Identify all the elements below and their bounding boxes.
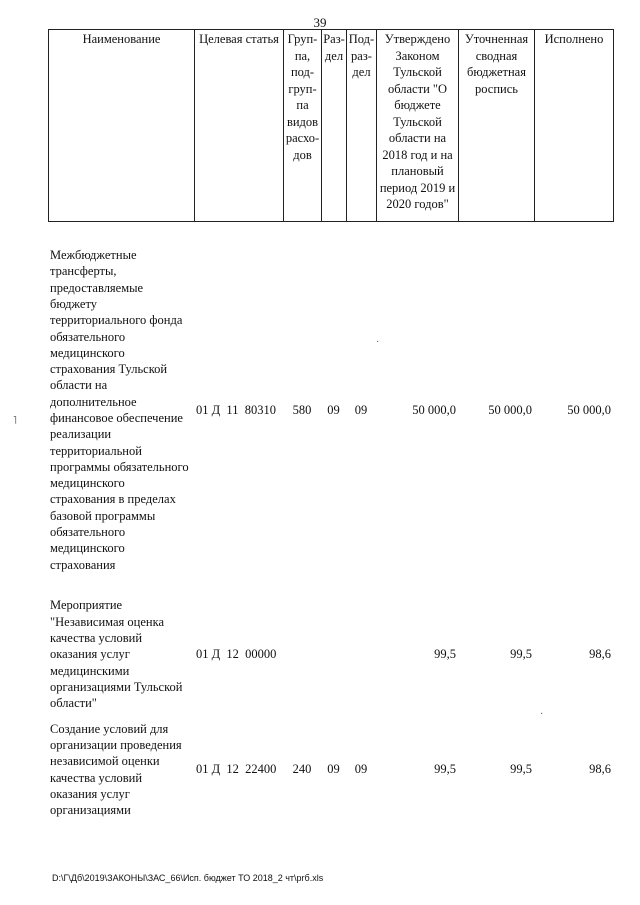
table-row xyxy=(48,597,613,712)
col-header-naimenovanie: Наименование xyxy=(49,30,195,222)
col-header-celevaya: Целевая статья xyxy=(195,30,284,222)
row-vid: 240 xyxy=(292,762,312,777)
table-header xyxy=(48,29,614,222)
row-podrazdel: 09 xyxy=(354,402,368,417)
row-utochnennaya: 99,5 xyxy=(510,647,532,662)
table-row xyxy=(48,720,613,819)
row-name: Создание условий для организации проведения независимой оценки качества условий оказания услуг организациями xyxy=(50,721,182,818)
col-header-utverzhdeno: Утверждено Законом Тульской области "О бюджете Тульской области на 2018 год и на плановый период 2019 и 2020 годов" xyxy=(377,30,459,222)
scan-mark: · xyxy=(376,337,380,348)
col-header-podrazdel: Под-раз-дел xyxy=(347,30,377,222)
page-number: 39 xyxy=(313,15,327,30)
row-razdel xyxy=(321,597,346,712)
footer-file-path: D:\Г\Дб\2019\ЗАКОНЫ\ЗАС_66\Исп. бюджет ТО 2018_2 чт\prб.xls xyxy=(52,873,324,883)
row-ispolneno: 98,6 xyxy=(589,762,611,777)
row-utverzhdeno: 99,5 xyxy=(434,762,456,777)
row-vid: 580 xyxy=(292,402,312,417)
row-name: Мероприятие "Независимая оценка качества условий оказания услуг медицинскими организациями Тульской области" xyxy=(50,598,183,711)
row-utverzhdeno: 50 000,0 xyxy=(412,402,456,417)
scan-mark: ˥ xyxy=(13,416,17,427)
scan-mark: · xyxy=(540,709,544,720)
row-code: 01 Д 12 22400 xyxy=(196,762,277,777)
row-utverzhdeno: 99,5 xyxy=(434,647,456,662)
row-utochnennaya: 99,5 xyxy=(510,762,532,777)
row-code: 01 Д 12 00000 xyxy=(196,647,277,662)
row-ispolneno: 98,6 xyxy=(589,647,611,662)
row-vid xyxy=(283,597,321,712)
col-header-ispolneno: Исполнено xyxy=(535,30,614,222)
row-podrazdel: 09 xyxy=(354,762,368,777)
row-ispolneno: 50 000,0 xyxy=(567,402,611,417)
col-header-gruppa: Груп-па, под-груп-па видов расхо-дов xyxy=(284,30,322,222)
col-header-utochnennaya: Уточненная сводная бюджетная роспись xyxy=(459,30,535,222)
row-podrazdel xyxy=(346,597,376,712)
row-code: 01 Д 11 80310 xyxy=(196,402,276,417)
table-row xyxy=(48,240,613,580)
row-razdel: 09 xyxy=(327,762,340,777)
col-header-razdel: Раз-дел xyxy=(322,30,347,222)
row-name: Межбюджетные трансферты, предоставляемые бюджету территориального фонда обязательного медицинского страхования Тульской области на дополнительное финансовое обеспечение реализации территориальной программы обязательного медицинского страхования в пределах базовой программы обязательного медицинского страхования xyxy=(50,248,189,572)
row-utochnennaya: 50 000,0 xyxy=(488,402,532,417)
row-razdel: 09 xyxy=(327,402,340,417)
